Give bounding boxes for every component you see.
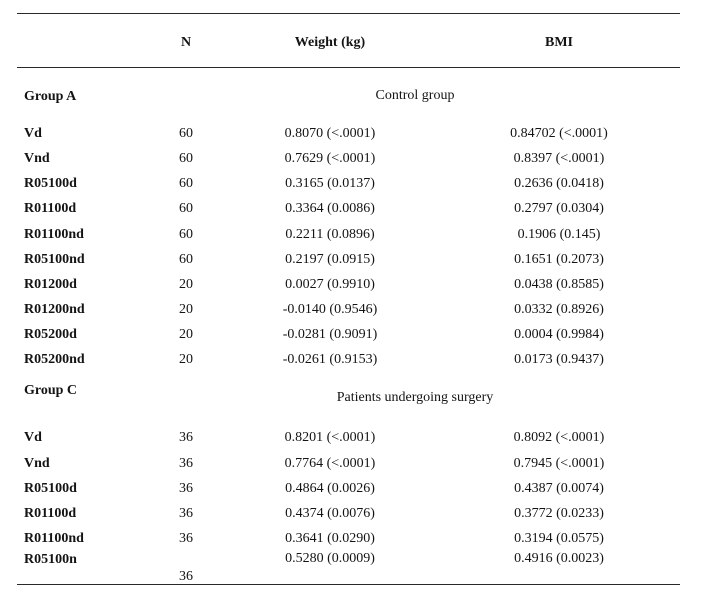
row-weight: 0.3641 (0.0290) [285,531,375,546]
row-weight: 0.8201 (<.0001) [284,430,376,445]
row-bmi: 0.0004 (0.9984) [514,327,604,342]
row-bmi: 0.8397 (<.0001) [513,151,605,166]
group-a-title: Group A [24,89,77,104]
row-label: R01100d [24,201,77,216]
header-bottom-rule [17,67,680,68]
row-weight: -0.0281 (0.9091) [282,327,378,342]
row-weight: 0.7629 (<.0001) [284,151,376,166]
row-label: R01200d [24,277,77,292]
row-n: 60 [179,176,193,191]
row-weight: 0.8070 (<.0001) [284,126,376,141]
row-bmi: 0.3772 (0.0233) [514,506,604,521]
group-c-caption: Patients undergoing surgery [336,390,494,405]
row-label: R01100nd [24,531,84,546]
row-weight: -0.0261 (0.9153) [282,352,378,367]
row-weight: -0.0140 (0.9546) [282,302,378,317]
row-weight: 0.4374 (0.0076) [285,506,375,521]
row-n: 60 [179,227,193,242]
row-label: R01200nd [24,302,85,317]
row-bmi: 0.84702 (<.0001) [510,126,608,141]
row-bmi: 0.1906 (0.145) [517,227,601,242]
row-label: R01100d [24,506,77,521]
row-weight: 0.0027 (0.9910) [285,277,375,292]
row-bmi: 0.8092 (<.0001) [513,430,605,445]
row-bmi: 0.2797 (0.0304) [514,201,604,216]
row-n: 20 [179,352,193,367]
row-label: R01100nd [24,227,84,242]
row-label: R05200nd [24,352,85,367]
row-weight: 0.4864 (0.0026) [285,481,375,496]
row-n: 20 [179,277,193,292]
row-n: 60 [179,151,193,166]
row-label: Vnd [24,456,50,471]
row-bmi: 0.4387 (0.0074) [514,481,604,496]
row-n: 20 [179,327,193,342]
row-weight: 0.7764 (<.0001) [284,456,376,471]
row-weight: 0.3364 (0.0086) [285,201,375,216]
row-n: 36 [179,481,193,496]
row-label: R05200d [24,327,77,342]
row-n: 60 [179,126,193,141]
row-bmi: 0.3194 (0.0575) [514,531,604,546]
row-n: 36 [179,569,193,584]
row-bmi: 0.7945 (<.0001) [513,456,605,471]
header-weight: Weight (kg) [294,35,366,50]
row-label: Vnd [24,151,50,166]
row-bmi: 0.0438 (0.8585) [514,277,604,292]
row-n: 60 [179,252,193,267]
table-top-rule [17,13,680,14]
row-label: R05100nd [24,252,85,267]
row-bmi: 0.0173 (0.9437) [514,352,604,367]
row-bmi: 0.4916 (0.0023) [514,551,604,566]
row-label: R05100d [24,176,77,191]
row-weight: 0.2211 (0.0896) [285,227,375,242]
row-label: Vd [24,126,42,141]
row-weight: 0.2197 (0.0915) [285,252,375,267]
group-a-caption: Control group [375,88,455,103]
row-label: R05100d [24,481,77,496]
row-label: R05100n [24,552,77,567]
row-weight: 0.5280 (0.0009) [285,551,375,566]
row-label: Vd [24,430,42,445]
row-bmi: 0.2636 (0.0418) [514,176,604,191]
row-n: 36 [179,531,193,546]
table-bottom-rule [17,584,680,585]
row-n: 60 [179,201,193,216]
row-n: 20 [179,302,193,317]
row-n: 36 [179,456,193,471]
header-n: N [180,35,192,50]
row-n: 36 [179,430,193,445]
header-bmi: BMI [545,35,573,50]
row-bmi: 0.0332 (0.8926) [514,302,604,317]
row-bmi: 0.1651 (0.2073) [514,252,604,267]
group-c-title: Group C [24,383,78,398]
row-weight: 0.3165 (0.0137) [285,176,375,191]
row-n: 36 [179,506,193,521]
